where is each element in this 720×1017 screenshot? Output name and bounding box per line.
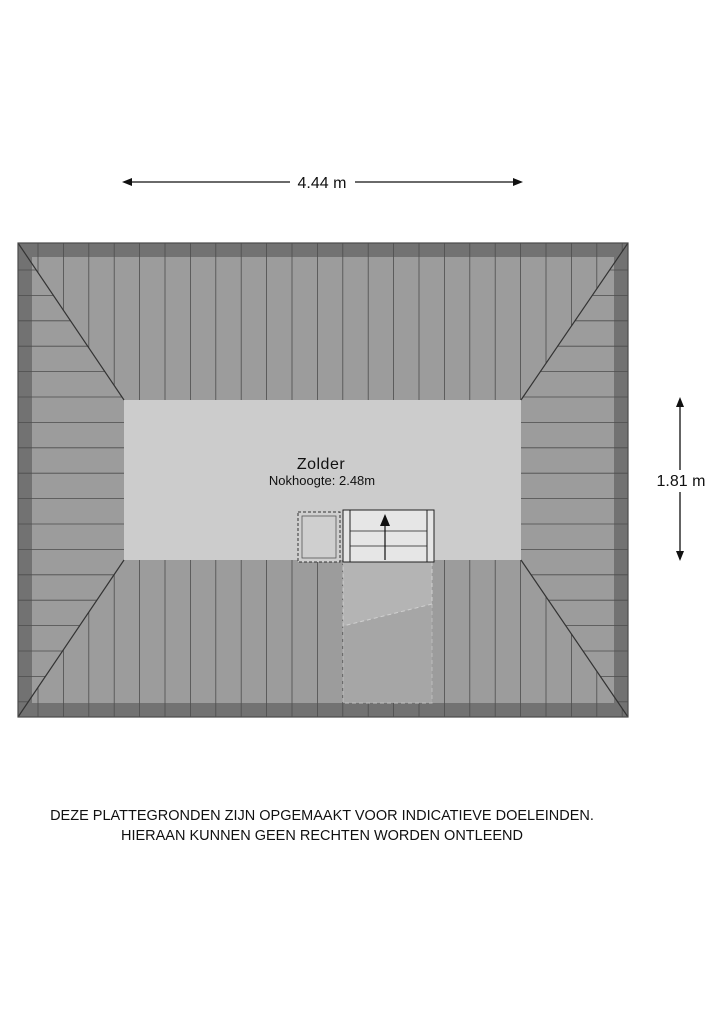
arrow-up-icon [676, 397, 684, 407]
depth-dimension [657, 397, 706, 561]
depth-label: 1.81 m [656, 473, 706, 490]
disclaimer [0, 806, 644, 846]
arrow-down-icon [676, 551, 684, 561]
width-label: 4.44 m [297, 175, 347, 192]
room-name: Zolder [296, 456, 346, 473]
stair-opening [298, 512, 340, 562]
ridge-height: Nokhoogte: 2.48m [268, 473, 376, 488]
disclaimer-line-1: DEZE PLATTEGRONDEN ZIJN OPGEMAAKT VOOR INDICATIEVE DOELEINDEN. [50, 808, 594, 824]
arrow-right-icon [513, 178, 523, 186]
arrow-left-icon [122, 178, 132, 186]
staircase [343, 510, 434, 703]
disclaimer-line-2: HIERAAN KUNNEN GEEN RECHTEN WORDEN ONTLEEND [120, 828, 523, 844]
width-dimension [122, 175, 523, 192]
